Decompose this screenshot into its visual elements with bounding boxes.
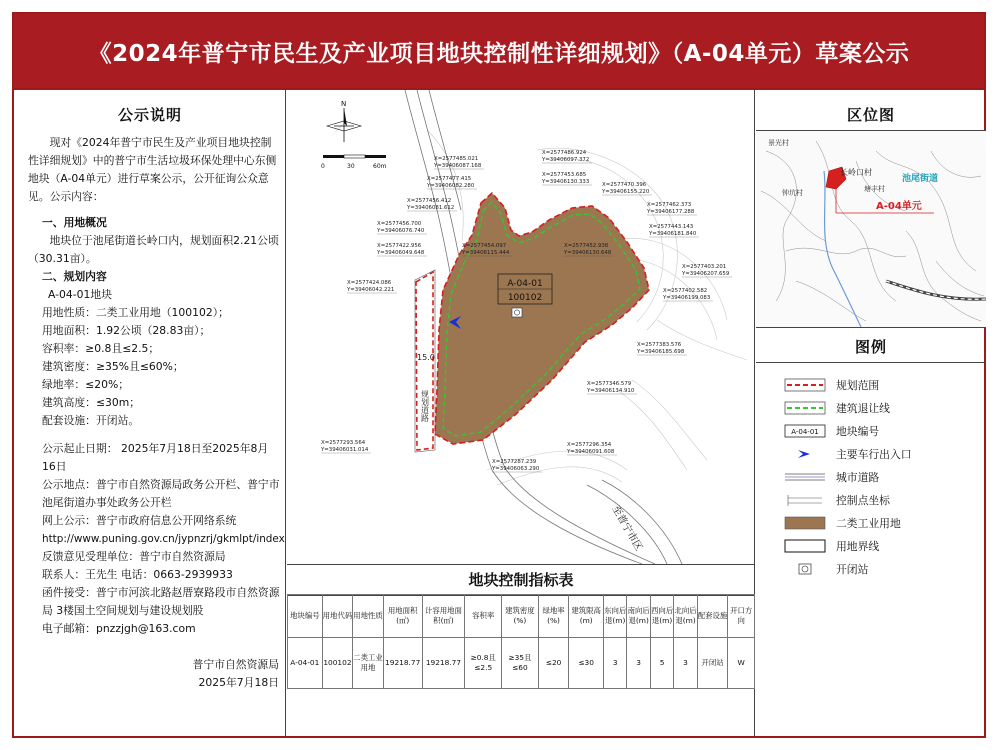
legend-label-8: 开闭站 (836, 562, 869, 576)
coord-x: X=2577443.143 (649, 224, 694, 230)
item-land-area: 用地面积：1.92公顷（28.83亩）； (42, 324, 211, 337)
coord-label (406, 198, 457, 211)
notice-online: 网上公示：普宁市政府信息公开网络系统 (42, 514, 237, 527)
notice-intro: 现对《2024年普宁市民生及产业项目地块控制性详细规划》中的普宁市生活垃圾环保处理中心东侧地块（A-04单元）进行草案公示，公开征询公众意见。公示内容： (28, 136, 277, 203)
coord-y: Y=39406031.014 (321, 447, 369, 453)
place-chiwei: 池尾街道 (902, 174, 939, 184)
notice-mail: 函件接受：普宁市河滨北路赵厝寮路段市自然资源局 3楼国土空间规划与建设规划股 (42, 586, 280, 617)
coord-y: Y=39406082.280 (427, 183, 475, 189)
table-header-cell: 配套设施 (697, 595, 728, 638)
industrial-parcel[interactable] (435, 193, 649, 444)
legend-item-switch-station (784, 560, 868, 578)
side-panel (756, 90, 986, 736)
table-header-cell: 西向后退(m) (650, 595, 673, 638)
table-cell: 100102 (322, 638, 353, 689)
table-cell: 19218.77 (422, 638, 465, 689)
item-land-use: 用地性质：二类工业用地（100102）； (42, 306, 229, 319)
legend-item-land-boundary (784, 537, 879, 555)
item-green: 绿地率：≤20%； (42, 378, 130, 391)
table-cell: 二类工业用地 (353, 638, 384, 689)
table-header-cell: 绿地率(%) (538, 595, 569, 638)
coords-swatch (784, 493, 826, 507)
scale-30: 30 (347, 163, 355, 170)
table-cell: ≤20 (538, 638, 569, 689)
coord-x: X=2577422.956 (377, 243, 422, 249)
table-header-row (288, 595, 755, 638)
coord-label (646, 202, 697, 215)
coord-y: Y=39406076.740 (377, 228, 425, 234)
coord-y: Y=39406081.612 (407, 205, 455, 211)
coord-y: Y=39406185.698 (637, 349, 685, 355)
place-unit: A-04单元 (876, 201, 922, 212)
coord-x: X=2577383.576 (637, 342, 682, 348)
coord-y: Y=39406063.290 (492, 466, 540, 472)
scale-60: 60m (373, 163, 387, 170)
item-facility: 配套设施：开闭站。 (42, 414, 140, 427)
notice-contact: 联系人：王先生 电话：0663-2939933 (42, 568, 233, 581)
place-zhongkeng: 钟坑村 (782, 189, 803, 197)
table-header-cell: 容积率 (465, 595, 502, 638)
road-destination: 至普宁市区 (609, 504, 644, 553)
legend-label-2: 地块编号 (836, 424, 880, 438)
legend-label-3: 主要车行出入口 (836, 447, 912, 461)
coord-y: Y=39406042.221 (347, 287, 395, 293)
parcel-name: A-04-01地块 (48, 288, 113, 301)
table-header-cell: 南向后退(m) (627, 595, 650, 638)
legend-label-0: 规划范围 (836, 378, 880, 392)
coord-y: Y=39406087.168 (434, 163, 482, 169)
table-cell: 开闭站 (697, 638, 728, 689)
setback-swatch (784, 401, 826, 415)
coord-label (563, 243, 614, 256)
coord-label (601, 182, 652, 195)
page-title: 《2024年普宁市民生及产业项目地块控制性详细规划》（A-04单元）草案公示 (88, 40, 910, 67)
coord-x: X=2577477.415 (427, 176, 472, 182)
table-header-cell: 建筑密度(%) (502, 595, 539, 638)
coord-label (636, 342, 687, 355)
coord-x: X=2577293.564 (321, 440, 366, 446)
coord-y: Y=39406155.220 (602, 189, 650, 195)
notice-email[interactable]: 电子邮箱：pnzzjgh@163.com (42, 622, 196, 635)
planned-road-name: 规划道路 (420, 390, 430, 422)
scale-bar (321, 155, 387, 170)
road-width-label: 15.0 (417, 353, 435, 362)
item-density: 建筑密度：≥35%且≤60%； (42, 360, 184, 373)
legend-title: 图例 (854, 338, 887, 356)
coord-label (586, 381, 637, 394)
coord-label (491, 459, 542, 472)
parcel-code-swatch (784, 424, 826, 438)
coord-y: Y=39406134.910 (587, 388, 635, 394)
plan-panel (287, 90, 755, 736)
table-cell: ≤30 (569, 638, 604, 689)
coord-y: Y=39406130.648 (564, 250, 612, 256)
section-1-text: 地块位于池尾街道长岭口内，规划面积2.21公顷（30.31亩）。 (28, 234, 279, 265)
coord-label (426, 176, 477, 189)
coord-label (376, 243, 427, 256)
table-header-cell: 开口方向 (728, 595, 755, 638)
legend-code-sample: A-04-01 (791, 428, 819, 436)
coord-y: Y=39406091.608 (567, 449, 615, 455)
coord-x: X=2577470.396 (602, 182, 647, 188)
coord-x: X=2577456.700 (377, 221, 422, 227)
entrance-icon (784, 447, 826, 461)
table-header-cell: 用地代码 (322, 595, 353, 638)
table-header-cell: 用地性质 (353, 595, 384, 638)
coord-x: X=2577346.579 (587, 381, 632, 387)
coord-label (320, 440, 371, 453)
coord-y: Y=39406097.372 (542, 157, 590, 163)
plan-boundary-swatch (784, 378, 826, 392)
legend-label-1: 建筑退让线 (836, 401, 890, 415)
coord-label (566, 442, 617, 455)
coord-x: X=2577296.354 (567, 442, 612, 448)
table-cell: 5 (650, 638, 673, 689)
place-jingguang: 景光村 (768, 139, 789, 147)
parcel-code-label: A-04-01 (507, 279, 543, 289)
table-header-cell: 地块编号 (288, 595, 323, 638)
plan-map (287, 90, 755, 564)
coord-label (681, 264, 732, 277)
coord-x: X=2577403.201 (682, 264, 727, 270)
sign-org: 普宁市自然资源局 (192, 658, 279, 671)
legend-item-road (784, 468, 879, 486)
table-cell: 19218.77 (383, 638, 422, 689)
coord-label (376, 221, 427, 234)
coord-label (461, 243, 512, 256)
legend-label-5: 控制点坐标 (836, 493, 890, 507)
table-row (288, 638, 755, 689)
table-header-cell: 东向后退(m) (604, 595, 627, 638)
notice-online-url[interactable]: http://www.puning.gov.cn/jypnzrj/gkmlpt/index (42, 533, 285, 545)
coord-x: X=2577485.021 (434, 156, 479, 162)
legend-item-entrance (784, 445, 912, 463)
table-header-cell: 北向后退(m) (674, 595, 697, 638)
coord-x: X=2577402.582 (663, 288, 708, 294)
table-cell: 3 (674, 638, 697, 689)
item-height: 建筑高度：≤30m； (42, 396, 141, 409)
land-boundary-swatch (784, 539, 826, 553)
coord-label (541, 150, 592, 163)
coord-x: X=2577453.685 (542, 172, 587, 178)
coord-y: Y=39406207.659 (682, 271, 730, 277)
legend-item-plan-boundary (784, 376, 879, 394)
legend-item-parcel-code (784, 422, 879, 440)
coord-x: X=2577452.938 (564, 243, 609, 249)
table-header-cell: 计容用地面积(㎡) (422, 595, 465, 638)
coord-label (541, 172, 592, 185)
switching-station-icon (512, 308, 522, 317)
notice-panel (14, 90, 286, 736)
coord-x: X=2577454.097 (462, 243, 507, 249)
item-far: 容积率：≥0.8且≤2.5； (42, 342, 160, 355)
legend-item-industrial (784, 514, 901, 532)
place-tangfeng: 塘丰村 (864, 185, 885, 193)
coord-x: X=2577287.239 (492, 459, 537, 465)
coord-label (662, 288, 713, 301)
signature-block (193, 656, 279, 692)
coord-y: Y=39406177.288 (647, 209, 695, 215)
coord-y: Y=39406181.840 (649, 231, 697, 237)
coord-label (648, 224, 699, 237)
page-header (12, 12, 986, 90)
section-2-title: 二、规划内容 (42, 270, 107, 283)
coord-y: Y=39406130.333 (542, 179, 590, 185)
control-table (287, 594, 755, 689)
coord-y: Y=39406115.444 (462, 250, 510, 256)
coord-x: X=2577456.412 (407, 198, 452, 204)
section-1-title: 一、用地概况 (42, 216, 107, 229)
industrial-swatch (784, 516, 826, 530)
scale-0: 0 (321, 163, 325, 170)
coord-x: X=2577486.924 (542, 150, 587, 156)
table-header-cell: 建筑限高(m) (569, 595, 604, 638)
legend-item-coords (784, 491, 890, 509)
coord-y: Y=39406049.648 (377, 250, 425, 256)
place-changlingkou: 长岭口村 (840, 168, 872, 177)
table-header-cell: 用地面积(㎡) (383, 595, 422, 638)
legend-item-setback (784, 399, 890, 417)
road-swatch (784, 470, 826, 484)
legend-label-6: 二类工业用地 (836, 516, 901, 530)
coord-label (346, 280, 397, 293)
notice-feedback: 反馈意见受理单位：普宁市自然资源局 (42, 550, 226, 563)
table-cell: 3 (627, 638, 650, 689)
coord-label (433, 156, 484, 169)
table-cell: W (728, 638, 755, 689)
table-cell: ≥35且≤60 (502, 638, 539, 689)
location-title: 区位图 (846, 106, 895, 124)
notice-title: 公示说明 (117, 106, 182, 124)
notice-period: 公示起止日期： 2025年7月18日至2025年8月16日 (42, 442, 269, 473)
table-cell: ≥0.8且≤2.5 (465, 638, 502, 689)
coord-x: X=2577462.373 (647, 202, 692, 208)
table-cell: 3 (604, 638, 627, 689)
location-map (756, 131, 986, 327)
notice-body (28, 134, 285, 638)
land-code-label: 100102 (507, 293, 543, 303)
legend-label-7: 用地界线 (836, 539, 880, 553)
table-cell: A-04-01 (288, 638, 323, 689)
north-label: N (341, 100, 347, 108)
north-arrow-icon (327, 100, 361, 142)
sign-date: 2025年7月18日 (198, 676, 279, 689)
coord-x: X=2577424.086 (347, 280, 392, 286)
control-table-title: 地块控制指标表 (287, 564, 755, 596)
switch-station-swatch (784, 562, 826, 576)
legend-label-4: 城市道路 (836, 470, 880, 484)
coord-y: Y=39406199.083 (663, 295, 711, 301)
notice-location: 公示地点：普宁市自然资源局政务公开栏、普宁市池尾街道办事处政务公开栏 (42, 478, 280, 509)
